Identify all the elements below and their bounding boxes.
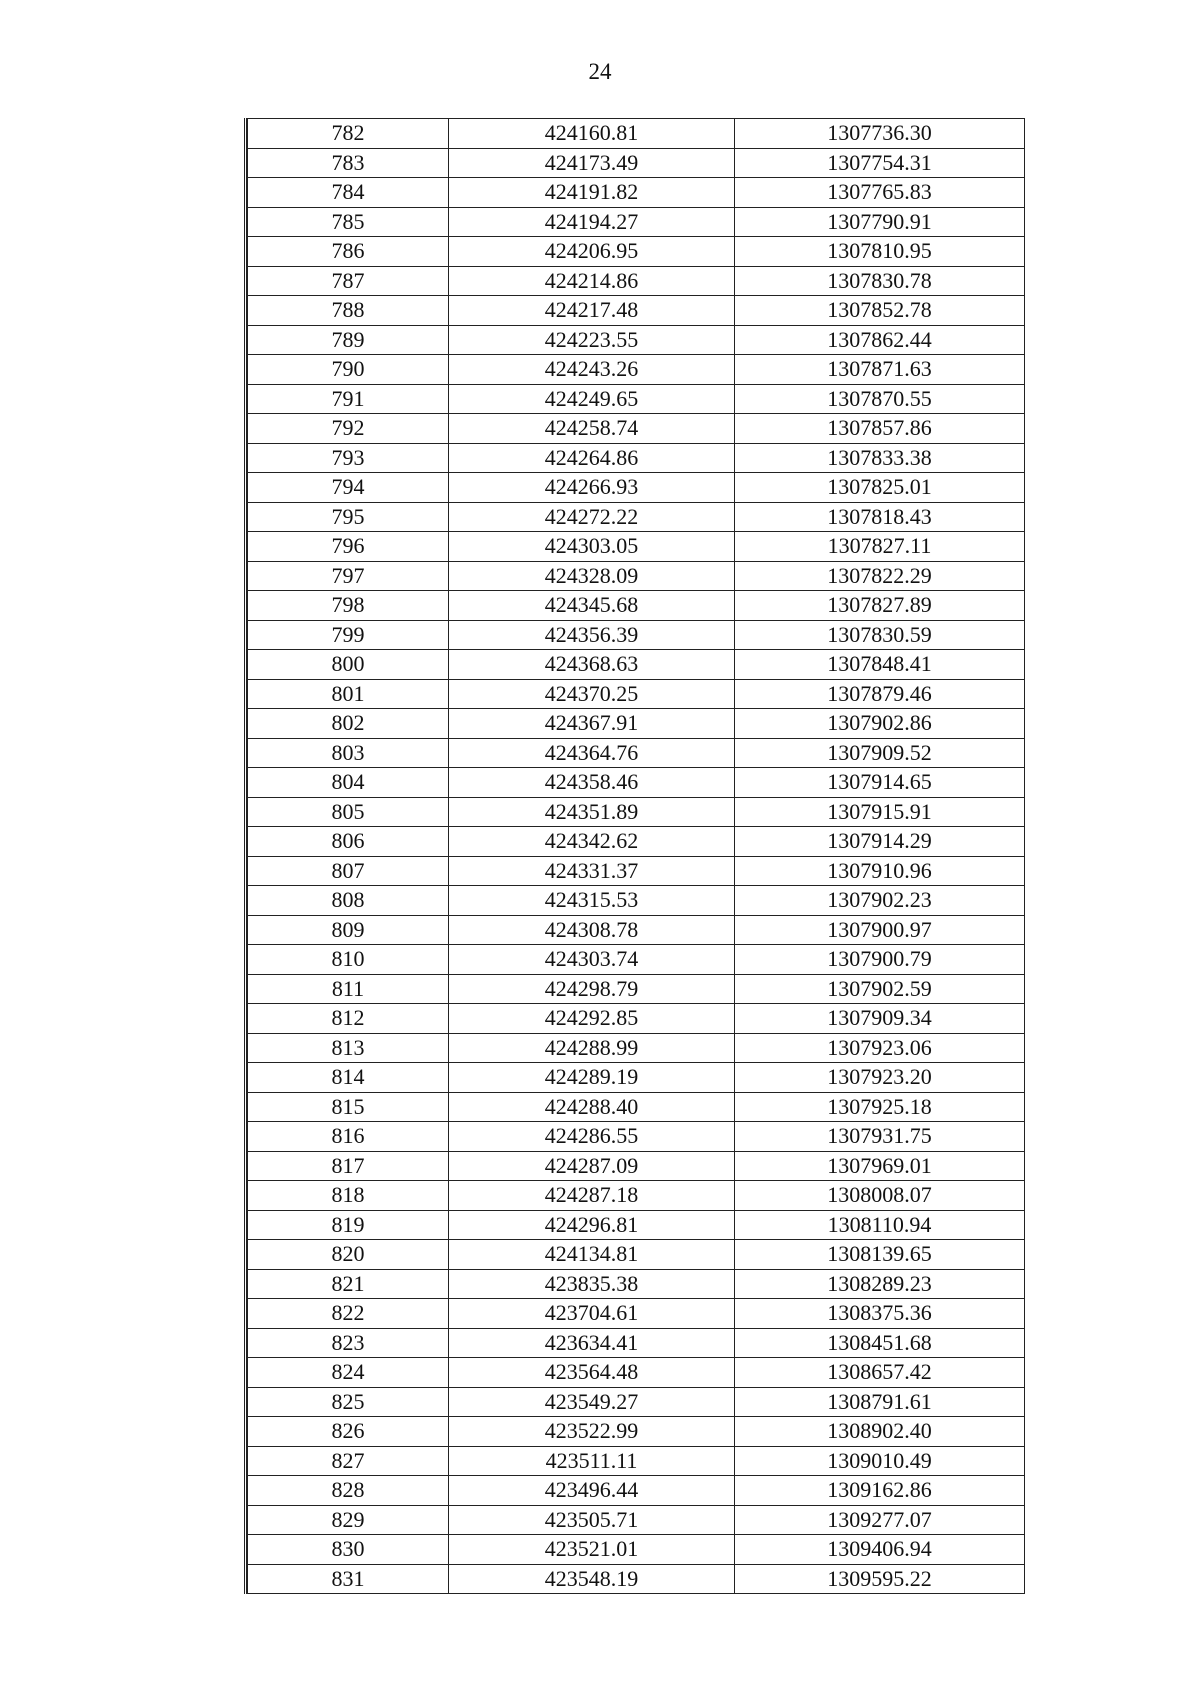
x-coordinate-cell: 424287.18 [449, 1181, 735, 1211]
y-coordinate-cell: 1307825.01 [735, 473, 1025, 503]
point-number-cell: 821 [248, 1269, 449, 1299]
point-number-cell: 812 [248, 1004, 449, 1034]
table-row [248, 974, 1025, 1004]
y-coordinate-cell: 1307915.91 [735, 797, 1025, 827]
table-row [248, 1210, 1025, 1240]
point-number-cell: 814 [248, 1063, 449, 1093]
point-number-cell: 804 [248, 768, 449, 798]
y-coordinate-cell: 1308139.65 [735, 1240, 1025, 1270]
x-coordinate-cell: 424370.25 [449, 679, 735, 709]
point-number-cell: 822 [248, 1299, 449, 1329]
point-number-cell: 790 [248, 355, 449, 385]
table-row [248, 709, 1025, 739]
x-coordinate-cell: 424249.65 [449, 384, 735, 414]
x-coordinate-cell: 424331.37 [449, 856, 735, 886]
x-coordinate-cell: 424258.74 [449, 414, 735, 444]
x-coordinate-cell: 424194.27 [449, 207, 735, 237]
y-coordinate-cell: 1307827.11 [735, 532, 1025, 562]
table-row [248, 1240, 1025, 1270]
point-number-cell: 801 [248, 679, 449, 709]
point-number-cell: 827 [248, 1446, 449, 1476]
table-row [248, 1328, 1025, 1358]
table-row [248, 679, 1025, 709]
coordinates-table-body [248, 119, 1025, 1594]
y-coordinate-cell: 1307871.63 [735, 355, 1025, 385]
point-number-cell: 797 [248, 561, 449, 591]
point-number-cell: 798 [248, 591, 449, 621]
table-row [248, 650, 1025, 680]
table-row [248, 1358, 1025, 1388]
table-row [248, 148, 1025, 178]
y-coordinate-cell: 1309010.49 [735, 1446, 1025, 1476]
point-number-cell: 820 [248, 1240, 449, 1270]
x-coordinate-cell: 424364.76 [449, 738, 735, 768]
point-number-cell: 809 [248, 915, 449, 945]
table-row [248, 384, 1025, 414]
table-row [248, 1151, 1025, 1181]
table-row [248, 1564, 1025, 1594]
table-row [248, 827, 1025, 857]
table-row [248, 1535, 1025, 1565]
y-coordinate-cell: 1307857.86 [735, 414, 1025, 444]
coordinates-table-container [244, 118, 1021, 1594]
table-row [248, 325, 1025, 355]
table-row [248, 1181, 1025, 1211]
y-coordinate-cell: 1307931.75 [735, 1122, 1025, 1152]
table-row [248, 355, 1025, 385]
table-row [248, 266, 1025, 296]
x-coordinate-cell: 424342.62 [449, 827, 735, 857]
point-number-cell: 813 [248, 1033, 449, 1063]
point-number-cell: 793 [248, 443, 449, 473]
y-coordinate-cell: 1307925.18 [735, 1092, 1025, 1122]
x-coordinate-cell: 424287.09 [449, 1151, 735, 1181]
table-row [248, 945, 1025, 975]
x-coordinate-cell: 423522.99 [449, 1417, 735, 1447]
y-coordinate-cell: 1307902.59 [735, 974, 1025, 1004]
point-number-cell: 830 [248, 1535, 449, 1565]
x-coordinate-cell: 423521.01 [449, 1535, 735, 1565]
point-number-cell: 817 [248, 1151, 449, 1181]
x-coordinate-cell: 424214.86 [449, 266, 735, 296]
y-coordinate-cell: 1307914.29 [735, 827, 1025, 857]
x-coordinate-cell: 424358.46 [449, 768, 735, 798]
x-coordinate-cell: 424266.93 [449, 473, 735, 503]
y-coordinate-cell: 1309277.07 [735, 1505, 1025, 1535]
y-coordinate-cell: 1307830.78 [735, 266, 1025, 296]
x-coordinate-cell: 424173.49 [449, 148, 735, 178]
table-row [248, 178, 1025, 208]
y-coordinate-cell: 1307862.44 [735, 325, 1025, 355]
table-row [248, 1092, 1025, 1122]
x-coordinate-cell: 424264.86 [449, 443, 735, 473]
y-coordinate-cell: 1307879.46 [735, 679, 1025, 709]
x-coordinate-cell: 424351.89 [449, 797, 735, 827]
table-row [248, 856, 1025, 886]
coordinates-table [247, 118, 1025, 1594]
point-number-cell: 818 [248, 1181, 449, 1211]
table-row [248, 207, 1025, 237]
table-row [248, 1269, 1025, 1299]
point-number-cell: 799 [248, 620, 449, 650]
point-number-cell: 825 [248, 1387, 449, 1417]
x-coordinate-cell: 424206.95 [449, 237, 735, 267]
point-number-cell: 785 [248, 207, 449, 237]
y-coordinate-cell: 1307909.52 [735, 738, 1025, 768]
y-coordinate-cell: 1307914.65 [735, 768, 1025, 798]
x-coordinate-cell: 424272.22 [449, 502, 735, 532]
table-row [248, 1446, 1025, 1476]
point-number-cell: 783 [248, 148, 449, 178]
table-row [248, 414, 1025, 444]
point-number-cell: 823 [248, 1328, 449, 1358]
y-coordinate-cell: 1307818.43 [735, 502, 1025, 532]
point-number-cell: 826 [248, 1417, 449, 1447]
y-coordinate-cell: 1308289.23 [735, 1269, 1025, 1299]
point-number-cell: 792 [248, 414, 449, 444]
x-coordinate-cell: 423704.61 [449, 1299, 735, 1329]
y-coordinate-cell: 1307902.23 [735, 886, 1025, 916]
table-row [248, 473, 1025, 503]
table-row [248, 1505, 1025, 1535]
x-coordinate-cell: 424134.81 [449, 1240, 735, 1270]
point-number-cell: 815 [248, 1092, 449, 1122]
table-row [248, 1004, 1025, 1034]
y-coordinate-cell: 1309162.86 [735, 1476, 1025, 1506]
point-number-cell: 786 [248, 237, 449, 267]
point-number-cell: 824 [248, 1358, 449, 1388]
x-coordinate-cell: 423496.44 [449, 1476, 735, 1506]
point-number-cell: 831 [248, 1564, 449, 1594]
x-coordinate-cell: 424191.82 [449, 178, 735, 208]
x-coordinate-cell: 424289.19 [449, 1063, 735, 1093]
y-coordinate-cell: 1307827.89 [735, 591, 1025, 621]
table-row [248, 1417, 1025, 1447]
x-coordinate-cell: 424368.63 [449, 650, 735, 680]
point-number-cell: 788 [248, 296, 449, 326]
table-row [248, 915, 1025, 945]
table-row [248, 443, 1025, 473]
x-coordinate-cell: 424288.99 [449, 1033, 735, 1063]
point-number-cell: 810 [248, 945, 449, 975]
y-coordinate-cell: 1307822.29 [735, 561, 1025, 591]
x-coordinate-cell: 424288.40 [449, 1092, 735, 1122]
x-coordinate-cell: 424286.55 [449, 1122, 735, 1152]
x-coordinate-cell: 424308.78 [449, 915, 735, 945]
point-number-cell: 829 [248, 1505, 449, 1535]
table-row [248, 886, 1025, 916]
y-coordinate-cell: 1307810.95 [735, 237, 1025, 267]
point-number-cell: 795 [248, 502, 449, 532]
y-coordinate-cell: 1307910.96 [735, 856, 1025, 886]
table-row [248, 237, 1025, 267]
point-number-cell: 803 [248, 738, 449, 768]
point-number-cell: 787 [248, 266, 449, 296]
point-number-cell: 816 [248, 1122, 449, 1152]
table-row [248, 296, 1025, 326]
table-row [248, 532, 1025, 562]
x-coordinate-cell: 423634.41 [449, 1328, 735, 1358]
table-row [248, 797, 1025, 827]
x-coordinate-cell: 424356.39 [449, 620, 735, 650]
y-coordinate-cell: 1307736.30 [735, 119, 1025, 149]
point-number-cell: 791 [248, 384, 449, 414]
table-row [248, 1476, 1025, 1506]
page-number: 24 [588, 59, 612, 84]
x-coordinate-cell: 423548.19 [449, 1564, 735, 1594]
point-number-cell: 800 [248, 650, 449, 680]
table-row [248, 1033, 1025, 1063]
y-coordinate-cell: 1308375.36 [735, 1299, 1025, 1329]
table-row [248, 1387, 1025, 1417]
point-number-cell: 796 [248, 532, 449, 562]
x-coordinate-cell: 423549.27 [449, 1387, 735, 1417]
point-number-cell: 789 [248, 325, 449, 355]
table-row [248, 620, 1025, 650]
table-row [248, 738, 1025, 768]
y-coordinate-cell: 1309406.94 [735, 1535, 1025, 1565]
y-coordinate-cell: 1307848.41 [735, 650, 1025, 680]
x-coordinate-cell: 424367.91 [449, 709, 735, 739]
point-number-cell: 794 [248, 473, 449, 503]
point-number-cell: 807 [248, 856, 449, 886]
y-coordinate-cell: 1307852.78 [735, 296, 1025, 326]
point-number-cell: 808 [248, 886, 449, 916]
y-coordinate-cell: 1307923.20 [735, 1063, 1025, 1093]
x-coordinate-cell: 424292.85 [449, 1004, 735, 1034]
point-number-cell: 784 [248, 178, 449, 208]
point-number-cell: 782 [248, 119, 449, 149]
point-number-cell: 819 [248, 1210, 449, 1240]
x-coordinate-cell: 424303.05 [449, 532, 735, 562]
y-coordinate-cell: 1307909.34 [735, 1004, 1025, 1034]
point-number-cell: 805 [248, 797, 449, 827]
x-coordinate-cell: 423835.38 [449, 1269, 735, 1299]
x-coordinate-cell: 424345.68 [449, 591, 735, 621]
y-coordinate-cell: 1308451.68 [735, 1328, 1025, 1358]
x-coordinate-cell: 424243.26 [449, 355, 735, 385]
x-coordinate-cell: 424303.74 [449, 945, 735, 975]
table-row [248, 561, 1025, 591]
y-coordinate-cell: 1307754.31 [735, 148, 1025, 178]
x-coordinate-cell: 424160.81 [449, 119, 735, 149]
x-coordinate-cell: 424328.09 [449, 561, 735, 591]
point-number-cell: 802 [248, 709, 449, 739]
y-coordinate-cell: 1307790.91 [735, 207, 1025, 237]
x-coordinate-cell: 423511.11 [449, 1446, 735, 1476]
y-coordinate-cell: 1307923.06 [735, 1033, 1025, 1063]
table-row [248, 768, 1025, 798]
y-coordinate-cell: 1308008.07 [735, 1181, 1025, 1211]
table-row [248, 502, 1025, 532]
y-coordinate-cell: 1308657.42 [735, 1358, 1025, 1388]
table-row [248, 1122, 1025, 1152]
table-row [248, 1063, 1025, 1093]
x-coordinate-cell: 424217.48 [449, 296, 735, 326]
point-number-cell: 806 [248, 827, 449, 857]
y-coordinate-cell: 1307900.79 [735, 945, 1025, 975]
x-coordinate-cell: 424298.79 [449, 974, 735, 1004]
x-coordinate-cell: 424223.55 [449, 325, 735, 355]
point-number-cell: 811 [248, 974, 449, 1004]
y-coordinate-cell: 1307830.59 [735, 620, 1025, 650]
x-coordinate-cell: 424296.81 [449, 1210, 735, 1240]
point-number-cell: 828 [248, 1476, 449, 1506]
table-row [248, 1299, 1025, 1329]
y-coordinate-cell: 1307833.38 [735, 443, 1025, 473]
y-coordinate-cell: 1308110.94 [735, 1210, 1025, 1240]
y-coordinate-cell: 1307870.55 [735, 384, 1025, 414]
y-coordinate-cell: 1307902.86 [735, 709, 1025, 739]
x-coordinate-cell: 423564.48 [449, 1358, 735, 1388]
y-coordinate-cell: 1309595.22 [735, 1564, 1025, 1594]
table-row [248, 119, 1025, 149]
x-coordinate-cell: 423505.71 [449, 1505, 735, 1535]
y-coordinate-cell: 1307765.83 [735, 178, 1025, 208]
y-coordinate-cell: 1308902.40 [735, 1417, 1025, 1447]
y-coordinate-cell: 1307900.97 [735, 915, 1025, 945]
y-coordinate-cell: 1308791.61 [735, 1387, 1025, 1417]
table-row [248, 591, 1025, 621]
y-coordinate-cell: 1307969.01 [735, 1151, 1025, 1181]
x-coordinate-cell: 424315.53 [449, 886, 735, 916]
